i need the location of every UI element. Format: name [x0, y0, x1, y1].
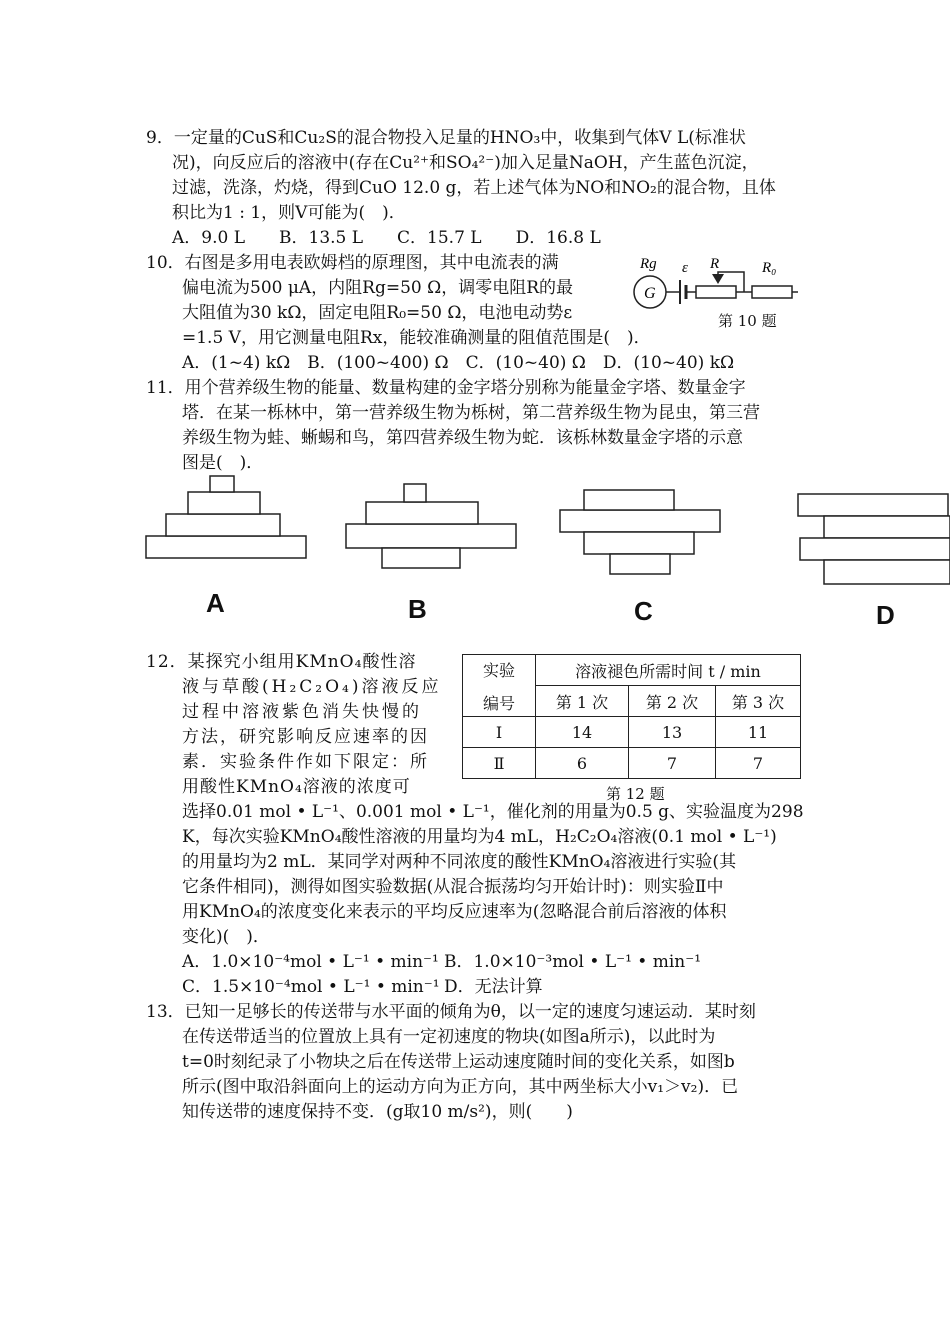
- q12-option-b: B．1.0×10⁻³mol • L⁻¹ • min⁻¹: [444, 952, 702, 972]
- q13-line-1: 13．已知一足够长的传送带与水平面的倾角为θ，以一定的速度匀速运动．某时刻: [146, 1002, 756, 1022]
- q12-option-a: A．1.0×10⁻⁴mol • L⁻¹ • min⁻¹: [182, 952, 439, 972]
- figure-caption: 第 10 题: [718, 312, 777, 330]
- q12-option-d: D．无法计算: [444, 977, 543, 997]
- r-label: R: [710, 256, 720, 272]
- emf-label: ε: [682, 260, 688, 276]
- rg-label: Rg: [640, 256, 657, 272]
- q9-options: A．9.0 L B．13.5 L C．15.7 L D．16.8 L: [172, 228, 601, 248]
- q10-line-2: 偏电流为500 μA，内阻Rg=50 Ω，调零电阻R的最: [182, 278, 574, 298]
- table-cell: 14: [536, 717, 629, 748]
- q11-line-4: 图是( )．: [182, 453, 264, 473]
- pyramid-b: [346, 484, 516, 568]
- table-header-exp-2: 编号: [482, 693, 515, 713]
- q13-line-4: 所示(图中取沿斜面向上的运动方向为正方向，其中两坐标大小v₁＞v₂)．已: [182, 1077, 739, 1097]
- table-header-exp-1: 实验: [482, 660, 515, 680]
- table-row: [463, 748, 801, 779]
- table-header-col-3: 第 3 次: [716, 686, 801, 717]
- q13-line-3: t=0时刻纪录了小物块之后在传送带上运动速度随时间的变化关系，如图b: [182, 1052, 735, 1072]
- pyramid-label-b: B: [408, 594, 427, 624]
- q12-line-2: 液与草酸(H₂C₂O₄)溶液反应: [182, 677, 442, 697]
- q10-line-1: 10．右图是多用电表欧姆档的原理图，其中电流表的满: [146, 253, 559, 273]
- arrow-icon: [712, 274, 724, 284]
- pyramid-label-a: A: [206, 588, 225, 618]
- table-cell: 11: [716, 717, 801, 748]
- q10-options: A．(1~4) kΩ B．(100~400) Ω C．(10~40) Ω D．(10~40) kΩ: [182, 353, 735, 373]
- q12-line-9: 的用量均为2 mL．某同学对两种不同浓度的酸性KMnO₄溶液进行实验(其: [182, 852, 737, 872]
- ohmmeter-circuit-diagram: [620, 252, 810, 332]
- pyramid-a: [146, 476, 306, 558]
- pyramid-label-c: C: [634, 596, 653, 626]
- q11-line-2: 塔．在某一栎林中，第一营养级生物为栎树，第二营养级生物为昆虫，第三营: [182, 403, 760, 423]
- q12-line-10: 它条件相同)，测得如图实验数据(从混合振荡均匀开始计时)：则实验Ⅱ中: [182, 877, 724, 897]
- q9-line-1: 9．一定量的CuS和Cu₂S的混合物投入足量的HNO₃中，收集到气体V L(标准状: [146, 128, 746, 148]
- pyramid-d: [798, 494, 950, 584]
- pyramid-figures: [140, 470, 950, 640]
- table-header-col-2: 第 2 次: [629, 686, 716, 717]
- q12-line-3: 过程中溶液紫色消失快慢的: [182, 702, 422, 722]
- q12-line-4: 方法，研究影响反应速率的因: [182, 727, 429, 747]
- q12-option-c: C．1.5×10⁻⁴mol • L⁻¹ • min⁻¹: [182, 977, 440, 997]
- table-cell: Ⅱ: [463, 748, 536, 779]
- table-cell: 13: [629, 717, 716, 748]
- galvanometer-label: G: [644, 285, 656, 302]
- table-header-time: 溶液褪色所需时间 t / min: [536, 655, 801, 686]
- q12-line-1: 12．某探究小组用KMnO₄酸性溶: [146, 652, 417, 672]
- table-caption: 第 12 题: [606, 785, 665, 803]
- q12-line-6: 用酸性KMnO₄溶液的浓度可: [182, 777, 411, 797]
- q10-line-4: =1.5 V，用它测量电阻Rx，能较准确测量的阻值范围是( )．: [182, 328, 651, 348]
- table-cell: Ⅰ: [463, 717, 536, 748]
- q12-line-12: 变化)( )．: [182, 927, 270, 947]
- table-row: [463, 717, 801, 748]
- table-cell: 7: [716, 748, 801, 779]
- q9-line-2: 况)，向反应后的溶液中(存在Cu²⁺和SO₄²⁻)加入足量NaOH，产生蓝色沉淀，: [172, 153, 759, 173]
- table-cell: 7: [629, 748, 716, 779]
- q12-line-5: 素．实验条件作如下限定：所: [182, 752, 429, 772]
- q10-line-3: 大阻值为30 kΩ，固定电阻R₀=50 Ω，电池电动势ε: [182, 303, 573, 323]
- q9-line-3: 过滤，洗涤，灼烧，得到CuO 12.0 g，若上述气体为NO和NO₂的混合物，且体: [172, 178, 776, 198]
- pyramid-label-d: D: [876, 600, 895, 630]
- pyramid-c: [560, 490, 720, 574]
- q13-line-5: 知传送带的速度保持不变．(g取10 m/s²)，则( ): [182, 1102, 573, 1122]
- q12-line-11: 用KMnO₄的浓度变化来表示的平均反应速率为(忽略混合前后溶液的体积: [182, 902, 727, 922]
- table-cell: 6: [536, 748, 629, 779]
- q13-line-2: 在传送带适当的位置放上具有一定初速度的物块(如图a所示)，以此时为: [182, 1027, 716, 1047]
- q12-line-8: K，每次实验KMnO₄酸性溶液的用量均为4 mL，H₂C₂O₄溶液(0.1 mol • L⁻¹): [182, 827, 777, 847]
- q11-line-3: 养级生物为蛙、蜥蜴和鸟，第四营养级生物为蛇．该栎林数量金字塔的示意: [182, 428, 743, 448]
- q12-line-7: 选择0.01 mol • L⁻¹、0.001 mol • L⁻¹，催化剂的用量为0.5 g、实验温度为298: [182, 802, 804, 822]
- experiment-table: [462, 654, 801, 779]
- r0-label: R₀: [762, 260, 777, 276]
- variable-resistor-r: [696, 286, 736, 298]
- fixed-resistor-r0: [752, 286, 792, 298]
- q11-line-1: 11．用个营养级生物的能量、数量构建的金字塔分别称为能量金字塔、数量金字: [146, 378, 746, 398]
- q9-line-4: 积比为1 : 1，则V可能为( )．: [172, 203, 406, 223]
- table-header-col-1: 第 1 次: [536, 686, 629, 717]
